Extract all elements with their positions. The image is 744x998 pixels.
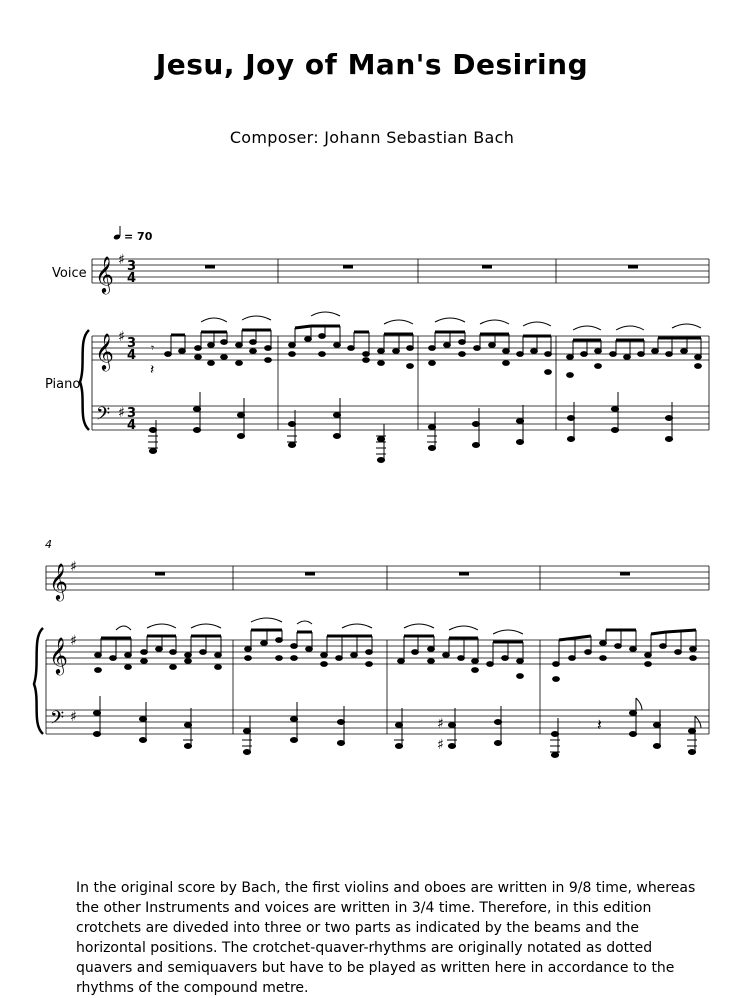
key-signature-sharp: ♯ xyxy=(118,329,125,345)
time-signature-numerator: 3 xyxy=(127,259,137,274)
piano-brace xyxy=(80,330,89,430)
whole-rests xyxy=(205,265,638,269)
measure-number: 4 xyxy=(45,538,52,551)
svg-text:𝄾: 𝄾 xyxy=(151,341,155,355)
system-2 xyxy=(34,538,709,758)
treble-clef-icon: 𝄞 xyxy=(95,332,114,370)
voice-staff xyxy=(46,566,709,590)
part-label-voice: Voice xyxy=(52,266,87,281)
key-signature-sharp: ♯ xyxy=(70,633,77,649)
piano-bass-staff xyxy=(46,710,709,734)
page-title: Jesu, Joy of Man's Desiring xyxy=(155,48,589,81)
whole-rests xyxy=(155,572,630,576)
voice-staff xyxy=(92,259,709,283)
piano-bass-notes xyxy=(93,696,701,758)
tempo-marking xyxy=(113,226,153,243)
key-signature-sharp: ♯ xyxy=(118,252,125,268)
piano-bass-notes xyxy=(148,392,673,463)
editorial-footnote: In the original score by Bach, the first violins and oboes are written in 9/8 time, whereas the other Instruments and voices are written in 3/4 time. Therefore, in this edition crotchets are diveded into three or two parts as indicated by the beams and the horizontal positions. The crotchet-quaver-rhythms are originally notated as dotted quavers and semiquavers but have to be played as written here in accordance to the rhythms of the compound metre. xyxy=(76,880,696,996)
time-signature-denominator: 4 xyxy=(127,418,137,433)
composer-credit: Composer: Johann Sebastian Bach xyxy=(229,128,515,147)
time-signature-numerator: 3 xyxy=(127,406,137,421)
part-label-piano: Piano xyxy=(45,377,81,392)
time-signature-denominator: 4 xyxy=(127,271,137,286)
svg-text:♯: ♯ xyxy=(437,716,444,732)
key-signature-sharp: ♯ xyxy=(70,559,77,575)
treble-clef-icon: 𝄞 xyxy=(49,562,68,600)
svg-text:𝄽: 𝄽 xyxy=(150,362,155,378)
bass-clef-icon: 𝄢 xyxy=(96,404,111,429)
system-1 xyxy=(45,226,709,463)
piano-brace xyxy=(34,628,43,734)
tempo-text: = 70 xyxy=(124,230,153,243)
treble-clef-icon: 𝄞 xyxy=(49,636,68,674)
key-signature-sharp: ♯ xyxy=(70,709,77,725)
key-signature-sharp: ♯ xyxy=(118,405,125,421)
time-signature-numerator: 3 xyxy=(127,336,137,351)
time-signature-denominator: 4 xyxy=(127,348,137,363)
svg-text:𝄽: 𝄽 xyxy=(597,715,602,734)
treble-clef-icon: 𝄞 xyxy=(95,255,114,293)
piano-treble-notes xyxy=(95,618,697,681)
svg-text:♯: ♯ xyxy=(437,737,444,753)
piano-treble-notes xyxy=(150,312,701,378)
bass-clef-icon: 𝄢 xyxy=(50,708,65,733)
